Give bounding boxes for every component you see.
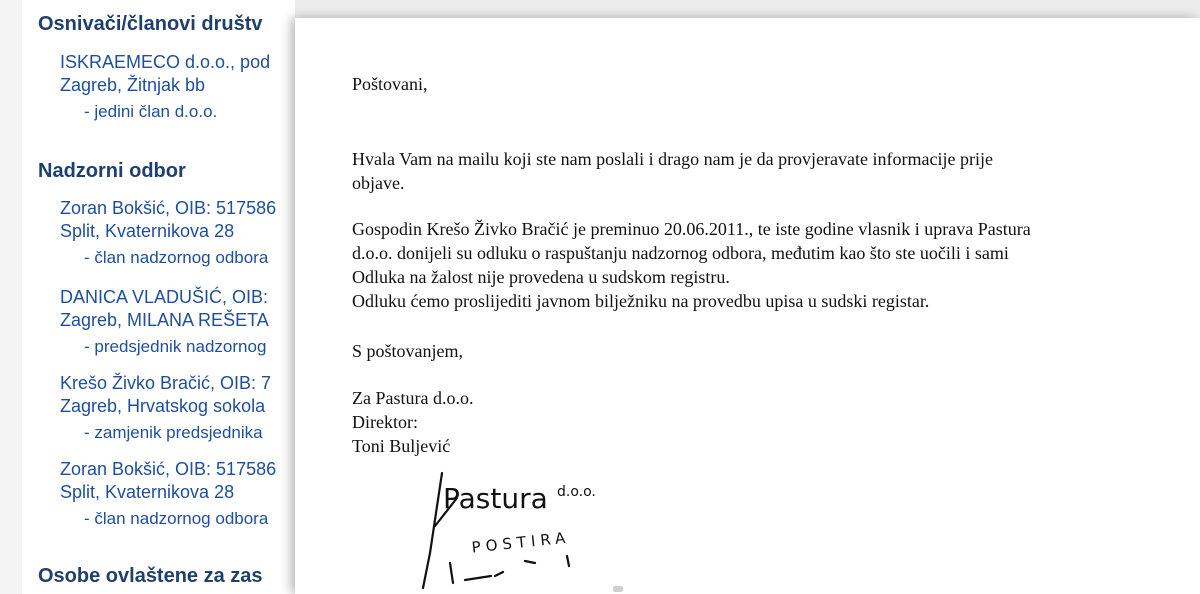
registry-panel bbox=[22, 0, 312, 594]
window-left-edge bbox=[0, 0, 23, 594]
signature-title: Direktor: bbox=[352, 412, 418, 432]
board-member-address: Zagreb, MILANA REŠETA bbox=[60, 310, 269, 330]
letter-paragraph-line: d.o.o. donijeli su odluku o raspuštanju nadzornog odbora, međutim kao što ste uočili i sami bbox=[352, 243, 1009, 263]
board-member-address: Zagreb, Hrvatskog sokola bbox=[60, 396, 266, 416]
letter-body bbox=[352, 72, 1112, 458]
letter-paragraph-line: Hvala Vam na mailu koji ste nam poslali i drago nam je da provjeravate informacije prije bbox=[352, 149, 993, 169]
board-member-address: Split, Kvaternikova 28 bbox=[60, 221, 235, 241]
board-member-role: - član nadzornog odbora bbox=[84, 509, 269, 528]
authorized-section-title: Osobe ovlaštene za zas bbox=[38, 565, 263, 587]
board-member-entry bbox=[60, 458, 276, 530]
letter-paragraph-line: Odluku ćemo proslijediti javnom bilježniku na provedbu upisa u sudski registar. bbox=[352, 291, 930, 311]
founder-entry bbox=[60, 51, 270, 123]
stamp-company-name: Pastura bbox=[443, 482, 548, 515]
founder-name-link[interactable]: ISKRAEMECO d.o.o., pod bbox=[60, 52, 271, 72]
board-member-name-link[interactable]: Krešo Živko Bračić, OIB: 7 bbox=[60, 373, 272, 393]
signature-company: Za Pastura d.o.o. bbox=[352, 388, 474, 408]
letter-closing: S poštovanjem, bbox=[352, 341, 463, 361]
board-member-name-link[interactable]: Zoran Bokšić, OIB: 517586 bbox=[60, 198, 277, 218]
board-member-role: - član nadzornog odbora bbox=[84, 248, 269, 267]
company-stamp-signature bbox=[395, 468, 695, 593]
board-member-role: - zamjenik predsjednika bbox=[84, 423, 263, 442]
letter-document bbox=[295, 18, 1200, 594]
founders-section-title: Osnivači/članovi društv bbox=[38, 13, 263, 35]
board-member-role: - predsjednik nadzornog bbox=[84, 337, 267, 356]
board-member-entry bbox=[60, 372, 271, 444]
board-member-name-link[interactable]: DANICA VLADUŠIĆ, OIB: bbox=[60, 287, 269, 307]
letter-paragraph-line: Gospodin Krešo Živko Bračić je preminuo 20.06.2011., te iste godine vlasnik i uprava Pastura bbox=[352, 219, 1031, 239]
letter-greeting: Poštovani, bbox=[352, 74, 428, 94]
board-section-title: Nadzorni odbor bbox=[38, 160, 186, 182]
board-member-address: Split, Kvaternikova 28 bbox=[60, 482, 235, 502]
letter-paragraph-line: Odluka na žalost nije provedena u sudskom registru. bbox=[352, 267, 730, 287]
stamp-city: POSTIRA bbox=[470, 528, 572, 557]
founder-address: Zagreb, Žitnjak bb bbox=[60, 75, 206, 95]
scroll-handle[interactable] bbox=[613, 586, 623, 592]
board-member-entry bbox=[60, 197, 276, 269]
letter-paragraph-line: objave. bbox=[352, 173, 405, 193]
signature-name: Toni Buljević bbox=[352, 436, 451, 456]
viewer-top-bar bbox=[295, 0, 1200, 18]
stamp-company-suffix: d.o.o. bbox=[557, 484, 596, 500]
founder-role: - jedini član d.o.o. bbox=[84, 102, 218, 121]
board-member-name-link[interactable]: Zoran Bokšić, OIB: 517586 bbox=[60, 459, 277, 479]
board-member-entry bbox=[60, 286, 269, 358]
